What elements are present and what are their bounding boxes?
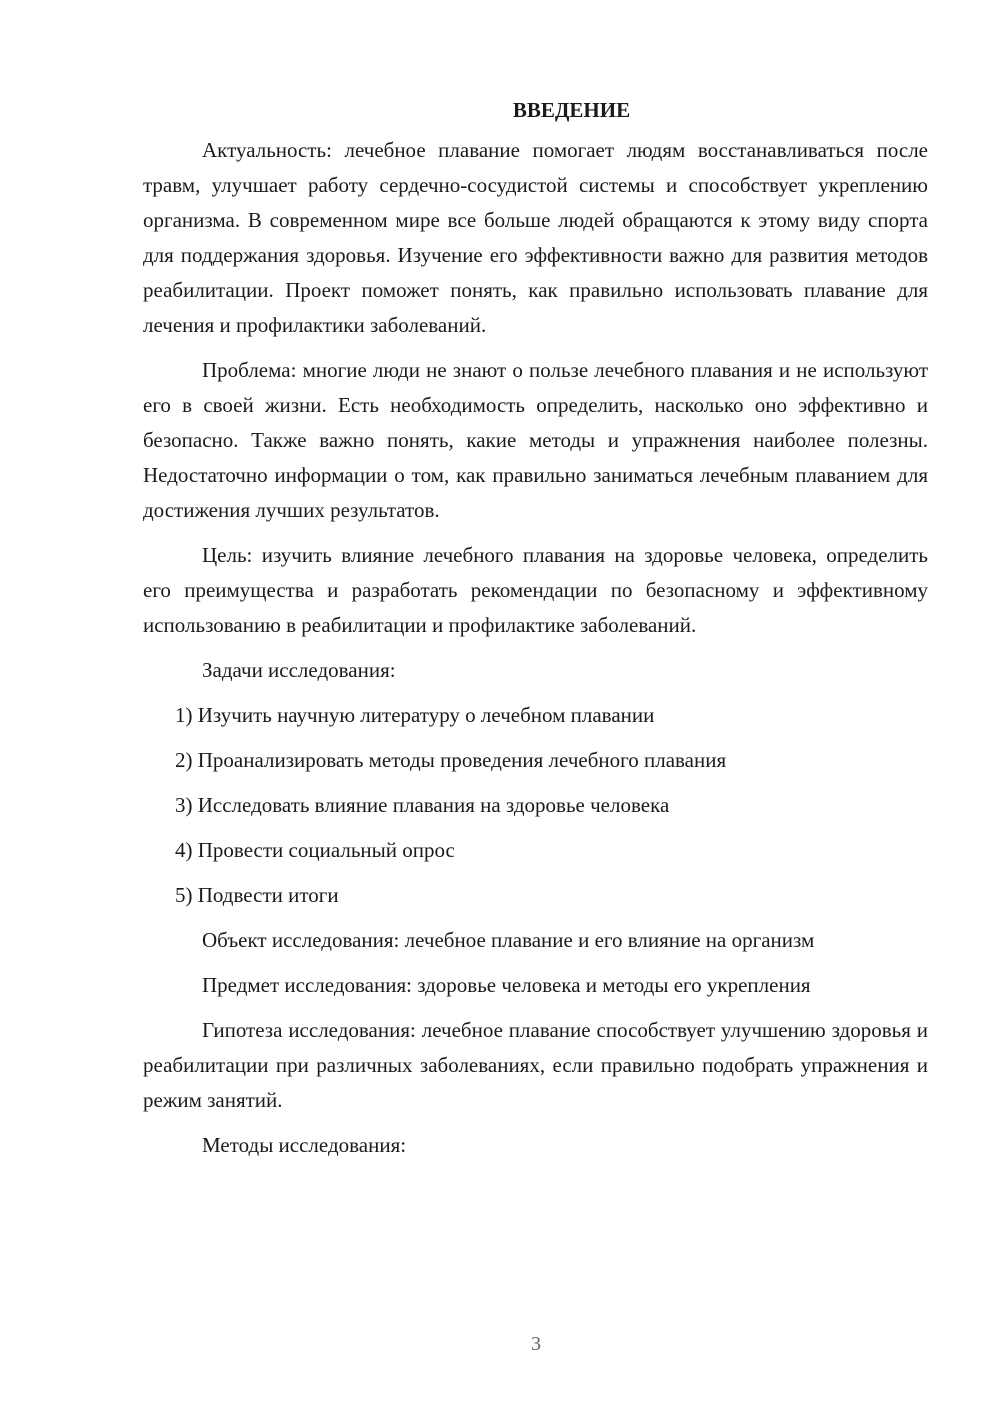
hypothesis-paragraph: Гипотеза исследования: лечебное плавание способствует улучшению здоровья и реабилитации при различных заболеваниях, если правильно подобрать упражнения и режим занятий. <box>143 1018 928 1112</box>
problem-paragraph: Проблема: многие люди не знают о пользе лечебного плавания и не используют его в своей жизни. Есть необходимость определить, насколько оно эффективно и безопасно. Также важно понять, какие методы и упражнения наиболее полезны. Недостаточно информации о том, как правильно заниматься лечебным плаванием для достижения лучших результатов. <box>143 358 928 522</box>
subject-paragraph: Предмет исследования: здоровье человека и методы его укрепления <box>202 973 811 997</box>
relevance-paragraph: Актуальность: лечебное плавание помогает людям восстанавливаться после травм, улучшает работу сердечно-сосудистой системы и способствует укреплению организма. В современном мире все больше людей обращаются к этому виду спорта для поддержания здоровья. Изучение его эффективности важно для развития методов реабилитации. Проект поможет понять, как правильно использовать плавание для лечения и профилактики заболеваний. <box>143 138 928 337</box>
methods-heading: Методы исследования: <box>202 1133 407 1157</box>
page-number: 3 <box>531 1333 541 1355</box>
page-title: ВВЕДЕНИЕ <box>512 98 631 122</box>
task-item-4: 4) Провести социальный опрос <box>175 838 455 862</box>
goal-paragraph: Цель: изучить влияние лечебного плавания на здоровье человека, определить его преимущества и разработать рекомендации по безопасному и эффективному использованию в реабилитации и профилактике заболеваний. <box>143 543 928 637</box>
task-item-5: 5) Подвести итоги <box>175 883 339 907</box>
page-content <box>143 93 928 1173</box>
task-item-1: 1) Изучить научную литературу о лечебном плавании <box>175 703 655 727</box>
object-paragraph: Объект исследования: лечебное плавание и его влияние на организм <box>202 928 815 952</box>
tasks-heading: Задачи исследования: <box>202 658 396 682</box>
task-item-2: 2) Проанализировать методы проведения лечебного плавания <box>175 748 727 772</box>
task-item-3: 3) Исследовать влияние плавания на здоровье человека <box>175 793 670 817</box>
